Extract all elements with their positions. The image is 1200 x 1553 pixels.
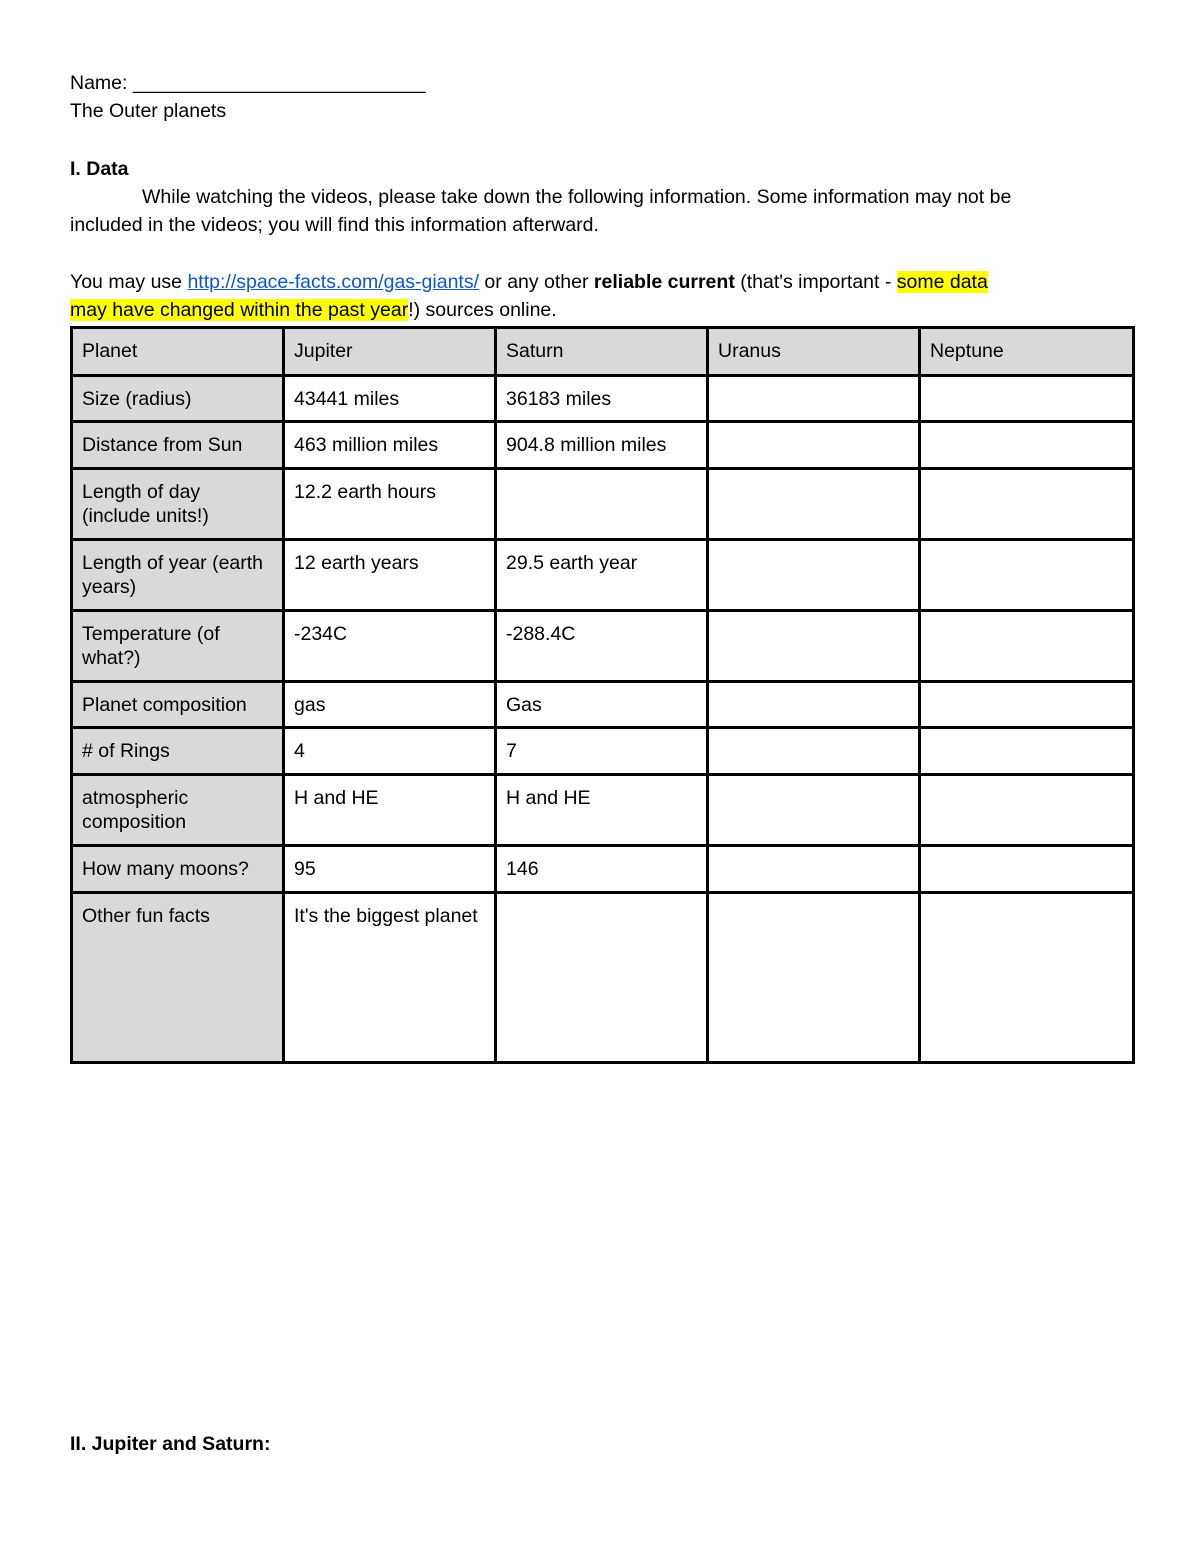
row-label: Size (radius) [72, 376, 284, 422]
table-cell[interactable]: 12 earth years [284, 540, 496, 611]
table-cell[interactable]: It's the biggest planet [284, 893, 496, 1063]
sources-end: !) sources online. [408, 299, 557, 321]
table-cell[interactable]: H and HE [284, 775, 496, 846]
table-row [72, 540, 1134, 611]
table-cell[interactable] [920, 893, 1134, 1063]
sources-line-2 [70, 296, 557, 324]
row-label: Length of day (include units!) [72, 469, 284, 540]
table-cell[interactable]: 7 [496, 728, 708, 775]
planet-data-table [70, 326, 1135, 1064]
table-cell[interactable] [708, 682, 920, 728]
table-cell[interactable] [920, 422, 1134, 469]
document-title: The Outer planets [70, 100, 227, 122]
sources-prefix: You may use [70, 271, 188, 293]
table-row [72, 422, 1134, 469]
row-label: How many moons? [72, 846, 284, 893]
header-cell: Planet [72, 328, 284, 376]
highlighted-text-1: some data [896, 271, 988, 293]
table-cell[interactable]: gas [284, 682, 496, 728]
table-cell[interactable]: 43441 miles [284, 376, 496, 422]
section-heading-data: I. Data [70, 158, 129, 180]
table-row [72, 893, 1134, 1063]
table-cell[interactable] [708, 775, 920, 846]
instructions-line-1 [70, 183, 1011, 211]
table-row [72, 775, 1134, 846]
table-cell[interactable]: 4 [284, 728, 496, 775]
sources-line-1 [70, 268, 988, 296]
header-cell: Neptune [920, 328, 1134, 376]
table-cell[interactable] [708, 469, 920, 540]
table-cell[interactable] [496, 469, 708, 540]
header-cell: Uranus [708, 328, 920, 376]
table-cell[interactable] [708, 728, 920, 775]
instructions-line-2: included in the videos; you will find this information afterward. [70, 214, 599, 236]
row-label: Temperature (of what?) [72, 611, 284, 682]
table-cell[interactable] [920, 469, 1134, 540]
table-row [72, 728, 1134, 775]
table-cell[interactable] [920, 611, 1134, 682]
table-cell[interactable]: -234C [284, 611, 496, 682]
table-cell[interactable]: 36183 miles [496, 376, 708, 422]
table-cell[interactable] [708, 376, 920, 422]
table-cell[interactable]: 463 million miles [284, 422, 496, 469]
instructions-text-1: While watching the videos, please take down the following information. Some information may not be [142, 186, 1012, 208]
table-cell[interactable] [920, 682, 1134, 728]
table-cell[interactable] [708, 611, 920, 682]
table-cell[interactable] [708, 540, 920, 611]
table-row [72, 469, 1134, 540]
table-header-row [72, 328, 1134, 376]
table-cell[interactable]: 29.5 earth year [496, 540, 708, 611]
table-row [72, 682, 1134, 728]
row-label: Distance from Sun [72, 422, 284, 469]
table-cell[interactable]: 95 [284, 846, 496, 893]
table-cell[interactable]: H and HE [496, 775, 708, 846]
row-label: Other fun facts [72, 893, 284, 1063]
section-heading-jupiter-saturn: II. Jupiter and Saturn: [70, 1433, 271, 1455]
sources-after-emphasis: (that's important - [734, 271, 897, 293]
sources-mid: or any other [479, 271, 594, 293]
table-cell[interactable] [708, 893, 920, 1063]
table-cell[interactable] [920, 846, 1134, 893]
header-cell: Saturn [496, 328, 708, 376]
table-row [72, 376, 1134, 422]
row-label: Planet composition [72, 682, 284, 728]
table-cell[interactable]: 904.8 million miles [496, 422, 708, 469]
sources-emphasis: reliable current [593, 271, 735, 293]
table-row [72, 611, 1134, 682]
table-cell[interactable]: 12.2 earth hours [284, 469, 496, 540]
space-facts-link[interactable]: http://space-facts.com/gas-giants/ [187, 271, 480, 293]
highlighted-text-2: may have changed within the past year [70, 299, 409, 321]
row-label: # of Rings [72, 728, 284, 775]
table-cell[interactable] [708, 422, 920, 469]
table-cell[interactable] [920, 775, 1134, 846]
table-cell[interactable] [920, 540, 1134, 611]
row-label: atmospheric composition [72, 775, 284, 846]
header-cell: Jupiter [284, 328, 496, 376]
row-label: Length of year (earth years) [72, 540, 284, 611]
table-cell[interactable]: Gas [496, 682, 708, 728]
table-cell[interactable] [708, 846, 920, 893]
table-cell[interactable] [920, 376, 1134, 422]
table-cell[interactable] [920, 728, 1134, 775]
name-field[interactable]: Name: ___________________________ [70, 72, 426, 94]
table-cell[interactable] [496, 893, 708, 1063]
table-cell[interactable]: -288.4C [496, 611, 708, 682]
table-cell[interactable]: 146 [496, 846, 708, 893]
table-row [72, 846, 1134, 893]
